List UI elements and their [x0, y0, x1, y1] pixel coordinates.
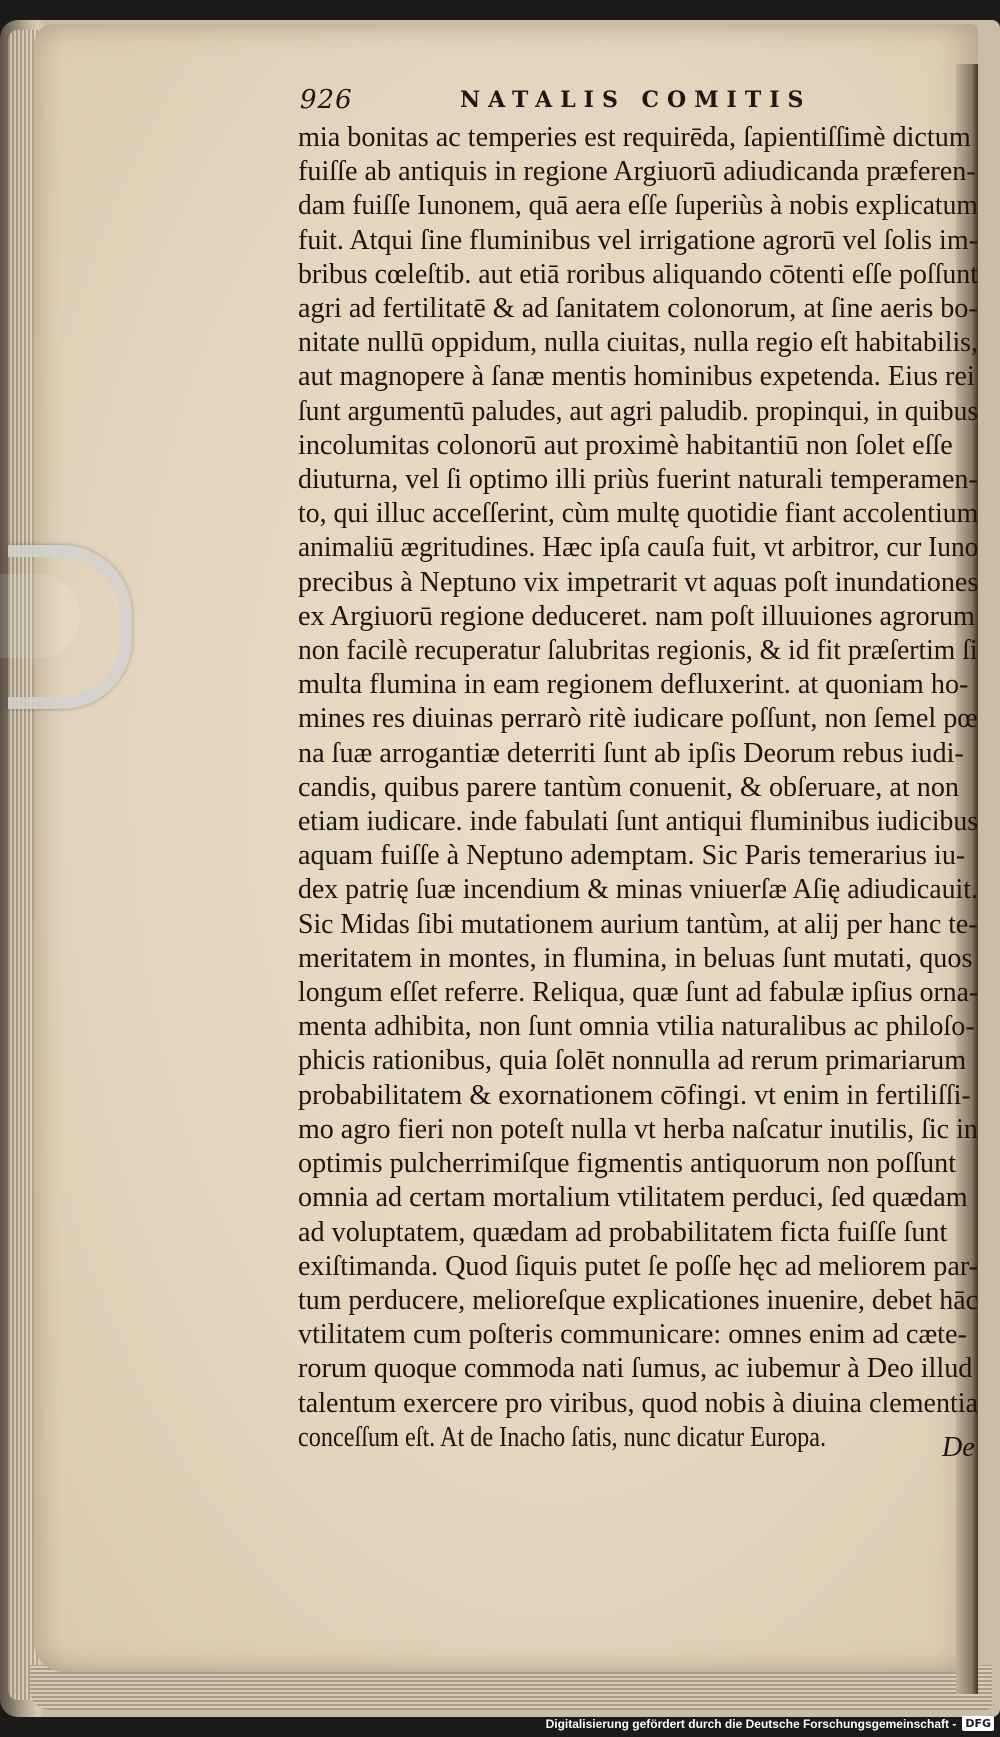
text-line: mia bonitas ac temperies est requirēda, ſapientiſſimè dictum [298, 121, 971, 153]
text-line: rorum quoque commoda nati ſumus, ac iubemur à Deo illud [298, 1352, 973, 1385]
text-line: fuiſſe ab antiquis in regione Argiuorū adiudicanda præferen- [298, 155, 976, 188]
text-line: phicis rationibus, quia ſolēt nonnulla ad rerum primariarum [298, 1044, 967, 1077]
text-line: nitate nullū oppidum, nulla ciuitas, nulla regio eſt habitabilis, [298, 326, 978, 359]
text-line: tum perducere, melioreſque explicationes inuenire, debet hāc [298, 1283, 978, 1316]
text-line: longum eſſet referre. Reliqua, quæ ſunt ad fabulæ ipſius orna- [298, 976, 979, 1009]
running-head: NATALIS COMITIS [460, 87, 812, 113]
text-line: ex Argiuorū regione deduceret. nam poſt illuuiones agrorum [298, 599, 975, 632]
dfg-logo-icon: DFG [962, 1716, 994, 1731]
text-line: non facilè recuperatur ſalubritas regionis, & id fit præſertim ſi [298, 634, 978, 667]
text-line: talentum exercere pro viribus, quod nobis à diuina clementia [298, 1386, 979, 1419]
text-line: bribus cœleſtib. aut etiā roribus aliquando cōtenti eſſe poſſunt [298, 257, 978, 290]
text-line: ad voluptatem, quædam ad probabilitatem ficta fuiſſe ſunt [298, 1215, 948, 1248]
text-line: etiam iudicare. inde fabulati ſunt antiqui fluminibus iudicibus [298, 805, 979, 838]
page-number: 926 [300, 85, 353, 115]
text-line: precibus à Neptuno vix impetrarit vt aquas poſt inundationes [298, 565, 979, 598]
text-line: exiſtimanda. Quod ſiquis putet ſe poſſe hęc ad meliorem par- [298, 1249, 979, 1282]
text-line: candis, quibus parere tantùm conuenit, & obſeruare, at non [298, 770, 960, 803]
text-line: conceſſum eſt. At de Inacho ſatis, nunc dicatur Europa. [298, 1420, 827, 1453]
body-text [298, 120, 998, 1454]
text-line: diuturna, vel ſi optimo illi priùs fuerint naturali temperamen- [298, 463, 978, 496]
text-line: agri ad fertilitatē & ad ſanitatem colonorum, at ſine aeris bo- [298, 292, 978, 325]
text-line: omnia ad certam mortalium vtilitatem perduci, ſed quædam [298, 1181, 968, 1214]
text-line: fuit. Atqui ſine fluminibus vel irrigatione agrorū vel ſolis im- [298, 223, 978, 256]
footer-credit: Digitalisierung gefördert durch die Deutsche Forschungsgemeinschaft - [545, 1716, 957, 1731]
text-line: multa flumina in eam regionem defluxerint. at quoniam ho- [298, 668, 969, 701]
text-line: dex patrię ſuæ incendium & minas vniuerſæ Aſię adiudicauit. [298, 873, 978, 906]
text-line: to, qui illuc acceſſerint, cùm multę quotidie fiant accolentium [298, 497, 979, 530]
text-line: menta adhibita, non ſunt omnia vtilia naturalibus ac philoſo- [298, 1010, 975, 1043]
text-line: aut magnopere à ſanæ mentis hominibus expetenda. Eius rei [298, 360, 975, 393]
text-line: probabilitatem & exornationem cōfingi. vt enim in fertiliſſi- [298, 1078, 971, 1111]
text-line: meritatem in montes, in flumina, in beluas ſunt mutati, quos [298, 941, 973, 974]
page-marker-shadow [0, 574, 80, 658]
catchword: De [942, 1432, 975, 1463]
text-line: vtilitatem cum poſteris communicare: omnes enim ad cæte- [298, 1318, 967, 1351]
text-line: Sic Midas ſibi mutationem aurium tantùm, at alij per hanc te- [298, 907, 978, 940]
text-line: optimis pulcherrimiſque figmentis antiquorum non poſſunt [298, 1147, 957, 1180]
text-line: animaliū ægritudines. Hæc ipſa cauſa fuit, vt arbitror, cur Iuno [298, 531, 979, 564]
text-line: na ſuæ arrogantiæ deterriti ſunt ab ipſis Deorum rebus iudi- [298, 736, 964, 769]
text-line: aquam fuiſſe à Neptuno ademptam. Sic Paris temerarius iu- [298, 839, 966, 872]
text-line: incolumitas colonorū aut proximè habitantiū non ſolet eſſe [298, 428, 953, 461]
text-line: ſunt argumentū paludes, aut agri paludib. propinqui, in quibus [298, 394, 979, 427]
text-line: dam fuiſſe Iunonem, quā aera eſſe ſuperiùs à nobis explicatum [298, 189, 978, 222]
digitization-footer [546, 1716, 994, 1731]
text-line: mines res diuinas perrarò ritè iudicare poſſunt, non ſemel pœ [298, 702, 978, 735]
text-line: mo agro fieri non poteſt nulla vt herba naſcatur inutilis, ſic in [298, 1112, 978, 1145]
